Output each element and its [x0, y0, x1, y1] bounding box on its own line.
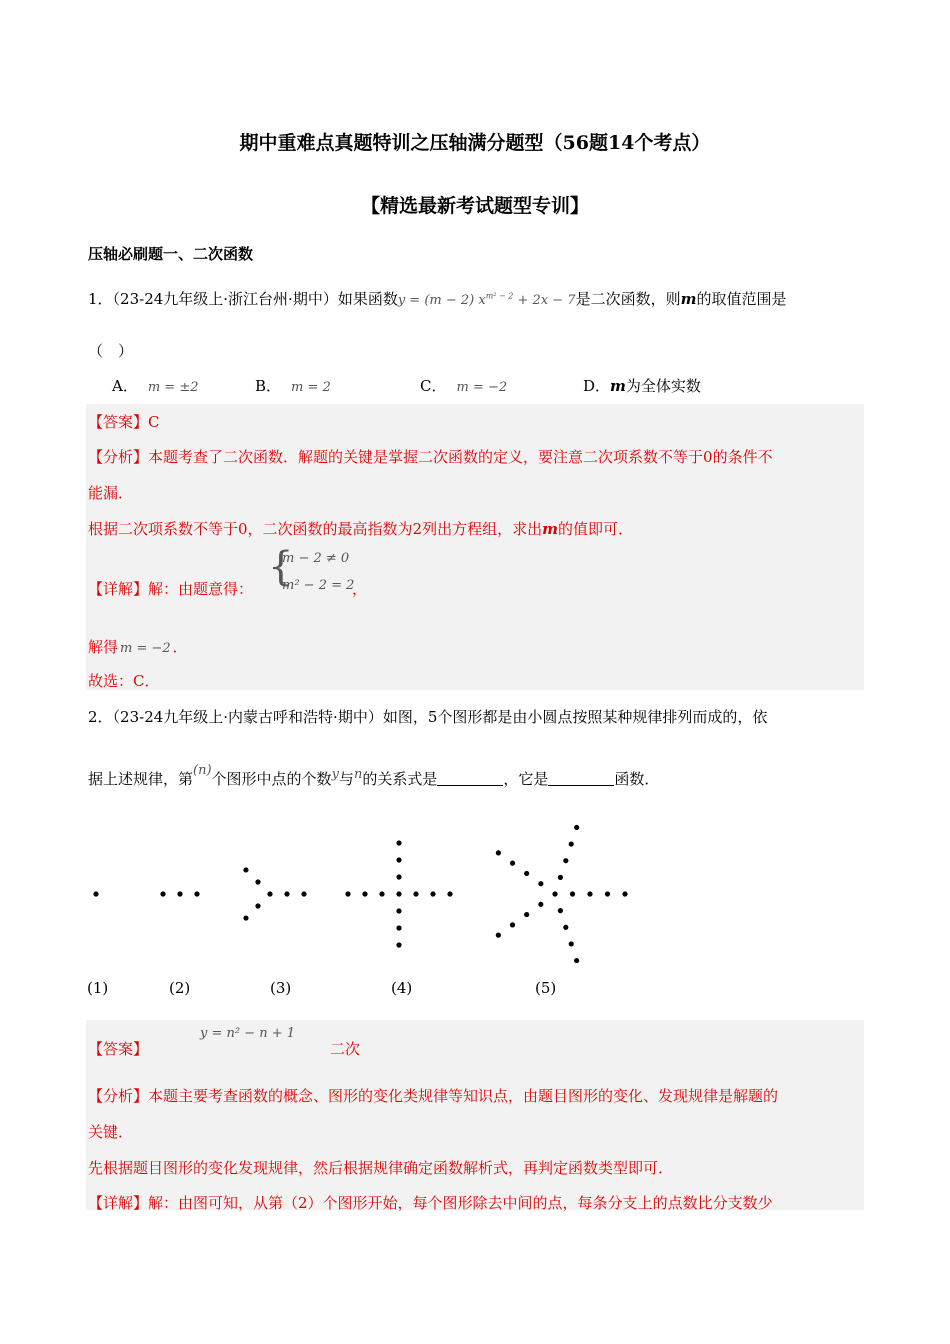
figure-label-3: (3) — [270, 979, 292, 997]
figure-4-dot — [362, 891, 367, 896]
figure-2-dot — [177, 891, 182, 896]
figure-2-dot — [194, 891, 199, 896]
question-1-formula: y = (m − 2) $x^{m^2 - 2} + 2x - 7$ — [397, 291, 576, 308]
figure-5-dot — [510, 922, 515, 927]
figure-1-dot — [93, 891, 98, 896]
figure-4-dot — [396, 942, 401, 947]
solution-2-answer-formula: y = n² − n + 1 — [200, 1026, 296, 1041]
solution-1-analysis: 【分析】本题考查了二次函数．解题的关键是掌握二次函数的定义，要注意二次项系数不等于0的条件不 — [88, 448, 773, 466]
solution-2-detail: 【详解】解：由图可知，从第（2）个图形开始，每个图形除去中间的点，每条分支上的点数比分支数少 — [88, 1194, 773, 1212]
solution-1-analysis-cont: 能漏． — [88, 484, 134, 502]
figure-4-dot — [396, 891, 401, 896]
solution-2-answer-type: 二次 — [330, 1040, 361, 1058]
figure-4-dot — [345, 891, 350, 896]
option-a[interactable]: A． m = ±2 — [112, 377, 199, 395]
question-1-paren: （ ） — [88, 342, 134, 360]
solution-1-detail: 【详解】解：由题意得： — [88, 580, 254, 598]
figure-3-dot — [243, 867, 248, 872]
figure-3-dot — [255, 879, 260, 884]
figure-5-dot — [558, 908, 563, 913]
figure-3-dot — [284, 891, 289, 896]
question-1-stem: 1．（23-24九年级上·浙江台州·期中）如果函数y = (m − 2) $x^{m^2 - 2} + 2x - 7$是二次函数，则m的取值范围是 — [88, 290, 787, 308]
solution-1-choose: 故选：C． — [88, 672, 160, 690]
figure-5-dot — [524, 912, 529, 917]
figure-label-5: (5) — [535, 979, 557, 997]
solution-2-analysis: 【分析】本题主要考查函数的概念、图形的变化类规律等知识点，由题目图形的变化、发现规律是解题的 — [88, 1087, 779, 1105]
figure-5-dot — [569, 841, 574, 846]
figure-5-dot — [552, 891, 557, 896]
figure-5-dot — [569, 941, 574, 946]
figure-4-dot — [396, 857, 401, 862]
figure-5-dot — [605, 891, 610, 896]
figure-3-dot — [243, 915, 248, 920]
option-c[interactable]: C． m = −2 — [420, 377, 508, 395]
figure-3-dot — [267, 891, 272, 896]
dot-pattern-figures — [0, 800, 950, 1000]
figure-5-dot — [574, 958, 579, 963]
figure-3-dot — [301, 891, 306, 896]
figure-5-dot — [558, 875, 563, 880]
system-brace: { — [268, 544, 294, 590]
answer-blank-1[interactable] — [437, 771, 503, 786]
page-title: 期中重难点真题特训之压轴满分题型（56题14个考点） — [239, 132, 711, 154]
figure-5-dot — [574, 825, 579, 830]
figure-4-dot — [447, 891, 452, 896]
section-heading: 压轴必刷题一、二次函数 — [88, 245, 254, 263]
figure-label-4: (4) — [391, 979, 413, 997]
solution-2-box — [86, 1020, 864, 1210]
solution-2-method: 先根据题目图形的变化发现规律，然后根据规律确定函数解析式，再判定函数类型即可． — [88, 1159, 674, 1177]
page-subtitle: 【精选最新考试题型专训】 — [360, 195, 589, 217]
figure-5-dot — [496, 933, 501, 938]
solution-1-solve: 解得 m = −2 ． — [88, 638, 188, 656]
option-d[interactable]: D．m为全体实数 — [583, 377, 701, 395]
figure-5-dot — [538, 881, 543, 886]
solution-1-method: 根据二次项系数不等于0，二次函数的最高指数为2列出方程组，求出m的值即可． — [88, 520, 633, 538]
figure-2-dot — [160, 891, 165, 896]
solution-1-answer: 【答案】C — [88, 413, 160, 431]
question-2-stem-line1: 2．（23-24九年级上·内蒙古呼和浩特·期中）如图，5个图形都是由小圆点按照某种规律排列而成的，依 — [88, 708, 768, 726]
dot-figures-group — [93, 825, 627, 963]
question-2-stem-line2: 据上述规律，第(n)个图形中点的个数y与n的关系式是 ，它是 函数． — [88, 763, 660, 788]
question-1-number: 1． — [88, 290, 113, 308]
figure-4-dot — [413, 891, 418, 896]
figure-4-dot — [396, 874, 401, 879]
figure-4-dot — [396, 908, 401, 913]
figure-4-dot — [430, 891, 435, 896]
solution-2-analysis-cont: 关键． — [88, 1123, 134, 1141]
figure-label-1: (1) — [87, 979, 109, 997]
figure-labels — [87, 979, 556, 997]
figure-label-2: (2) — [169, 979, 191, 997]
solution-2-answer-tag: 【答案】 — [88, 1040, 149, 1058]
figure-5-dot — [538, 902, 543, 907]
system-line-1: m − 2 ≠ 0 — [282, 551, 350, 566]
figure-5-dot — [524, 871, 529, 876]
figure-4-dot — [379, 891, 384, 896]
figure-3-dot — [255, 903, 260, 908]
figure-5-dot — [622, 891, 627, 896]
answer-blank-2[interactable] — [548, 771, 614, 786]
figure-5-dot — [563, 858, 568, 863]
figure-4-dot — [396, 840, 401, 845]
figure-5-dot — [496, 850, 501, 855]
system-end: ， — [352, 580, 368, 598]
system-line-2: m² − 2 = 2 — [282, 578, 355, 593]
figure-4-dot — [396, 925, 401, 930]
option-b[interactable]: B． m = 2 — [255, 377, 331, 395]
figure-5-dot — [563, 925, 568, 930]
figure-5-dot — [510, 861, 515, 866]
question-1-source: （23-24九年级上·浙江台州·期中）如果函数 — [112, 290, 398, 308]
figure-5-dot — [587, 891, 592, 896]
figure-5-dot — [570, 891, 575, 896]
